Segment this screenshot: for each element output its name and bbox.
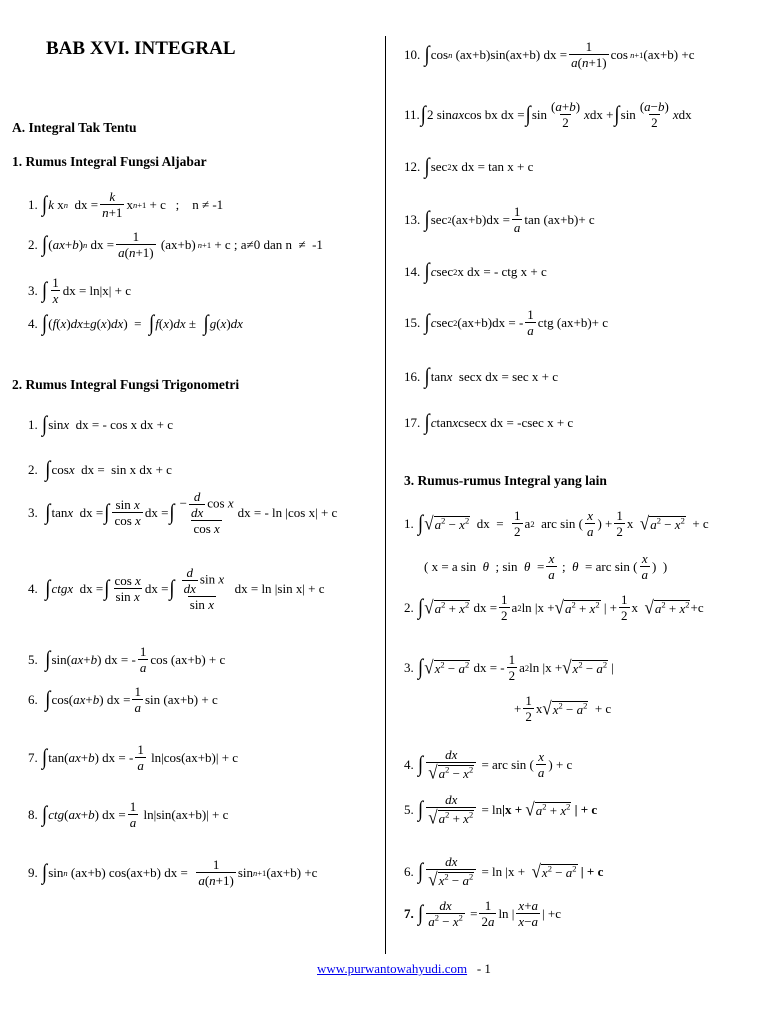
- formula-other-4: 4. ∫ dx √ $a^2 - x^2$ = arc sin ( $\frac{x}{a}$ ) + c: [404, 747, 573, 783]
- formula-aljabar-3: 3. ∫ $\frac{1}{x}$ dx = ln|x| + c: [28, 275, 131, 306]
- formula-other-3-continued: + $\frac{1}{2}$ x √ $x^2 - a^2$ + c: [514, 693, 612, 724]
- formula-trig-6: 6. ∫ cos( ax + b ) dx = $\frac{1}{a}$ sin (ax+b) + c: [28, 684, 218, 715]
- formula-trig-15: 15. ∫ c sec 2 (ax+b)dx = - $\frac{1}{a}$ ctg (ax+b)+ c: [404, 307, 609, 338]
- formula-trig-11: 11. ∫ 2 sin ax cos bx dx = ∫ sin $\frac{(a+b)}{2}$ x dx + ∫ sin $\frac{(a-b)}{2}$ x dx: [404, 99, 692, 130]
- formula-other-1-substitution: ( x = a sin θ ; sin θ = $\frac{x}{a}$ ; θ = arc sin ( $\frac{x}{a}$ ) ): [424, 551, 668, 582]
- formula-trig-13: 13. ∫ sec 2 (ax+b)dx = $\frac{1}{a}$ tan (ax+b)+ c: [404, 204, 595, 235]
- formula-trig-14: 14. ∫ c sec 2 x dx = - ctg x + c: [404, 259, 547, 284]
- formula-other-6: 6. ∫ dx √ $x^2 - a^2$ = ln |x + √ $x^2 - a^2$ | + c: [404, 854, 604, 890]
- formula-other-7: 7. ∫ $\frac{dx}{a^2 - x^2}$ = $\frac{1}{2a}$ ln | $\frac{x+a}{x-a}$ | +c: [404, 898, 561, 929]
- website-link[interactable]: www.purwantowahyudi.com: [317, 961, 468, 976]
- formula-other-5: 5. ∫ dx √ $a^2 + x^2$ = ln |x + √ $a^2 + x^2$ | + c: [404, 792, 598, 828]
- subsection-heading: 3. Rumus-rumus Integral yang lain: [404, 473, 607, 488]
- formula-trig-12: 12. ∫ sec 2 x dx = tan x + c: [404, 154, 534, 179]
- formula-trig-4: 4. ∫ ctgx dx = ∫ $\frac{\text{cos x}}{\text{sin x}}$ dx = ∫ $\frac{d}{dx}$ sin x sin x dx = ln |sin x| + c: [28, 565, 325, 612]
- formula-aljabar-2: 2. ∫ ( ax + b ) n dx = $\frac{1}{a(n+1)}$ (ax+b) n+1 + c ; a≠0 dan n ≠ -1: [28, 229, 323, 260]
- formula-trig-1: 1. ∫ sin x dx = - cos x dx + c: [28, 412, 174, 437]
- formula-trig-5: 5. ∫ sin( ax + b ) dx = - $\frac{1}{a}$ cos (ax+b) + c: [28, 644, 226, 675]
- subsection-heading: 2. Rumus Integral Fungsi Trigonometri: [12, 377, 240, 392]
- page-number: - 1: [476, 961, 491, 976]
- column-divider: [385, 36, 386, 954]
- formula-trig-10: 10. ∫ cos n (ax+b)sin(ax+b) dx = $\frac{1}{a(n+1)}$ cos n+1 (ax+b) +c: [404, 39, 695, 70]
- formula-trig-7: 7. ∫ tan( ax + b ) dx = - $\frac{1}{a}$ ln|cos(ax+b)| + c: [28, 742, 239, 773]
- formula-aljabar-4: 4. ∫ ( f ( x ) dx ± g ( x ) dx ) = ∫ f ( x ) dx ± ∫ g ( x ) dx: [28, 311, 243, 336]
- page-footer: [317, 961, 491, 977]
- subsection-heading: 1. Rumus Integral Fungsi Aljabar: [12, 154, 207, 169]
- page-title: BAB XVI. INTEGRAL: [46, 38, 236, 59]
- formula-trig-17: 17. ∫ c tan x csecx dx = -csec x + c: [404, 410, 574, 435]
- formula-other-3: 3. ∫ √ $x^2 - a^2$ dx = - $\frac{1}{2}$ a 2 ln |x + √ $x^2 - a^2$ |: [404, 652, 615, 683]
- formula-other-2: 2. ∫ √ $a^2 + x^2$ dx = $\frac{1}{2}$ a 2 ln |x + √ $a^2 + x^2$ | + $\frac{1}{2}$ x √ $a^2 + x^2$ +c: [404, 592, 704, 623]
- formula-trig-3: 3. ∫ tan x dx = ∫ $\frac{\text{sin x}}{\text{cos x}}$ dx = ∫ − $\frac{d}{dx}$ cos x cos x dx = - ln |cos x| + c: [28, 489, 338, 536]
- formula-trig-16: 16. ∫ tan x secx dx = sec x + c: [404, 364, 559, 389]
- section-heading: A. Integral Tak Tentu: [12, 120, 137, 135]
- formula-trig-2: 2. ∫ cos x dx = sin x dx + c: [28, 457, 172, 482]
- formula-aljabar-1: 1. ∫ k x n dx = $\frac{k}{n+1}$ x n+1 + c ; n ≠ -1: [28, 189, 224, 220]
- formula-other-1: 1. ∫ √ $a^2 - x^2$ dx = $\frac{1}{2}$ a 2 arc sin ( $\frac{x}{a}$ ) + $\frac{1}{2}$ x √ $a^2 - x^2$ + c: [404, 508, 709, 539]
- formula-trig-9: 9. ∫ sin n (ax+b) cos(ax+b) dx = $\frac{1}{a(n+1)}$ sin n+1 (ax+b) +c: [28, 857, 318, 888]
- formula-trig-8: 8. ∫ ctg ( ax + b ) dx = $\frac{1}{a}$ ln|sin(ax+b)| + c: [28, 799, 229, 830]
